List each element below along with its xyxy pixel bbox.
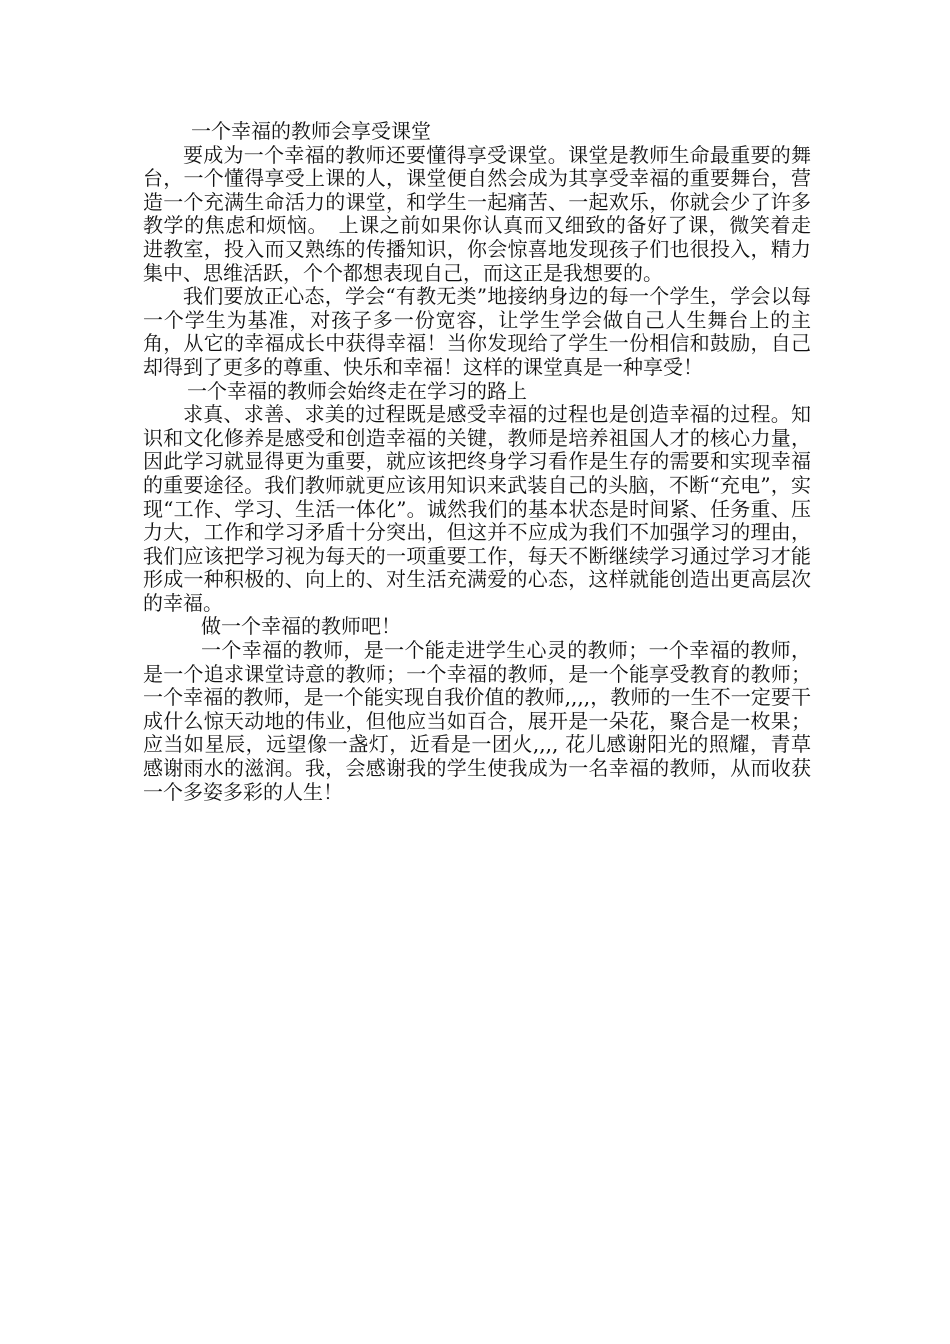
section-heading-be-happy-teacher: 做一个幸福的教师吧！ (201, 614, 401, 639)
section-heading-enjoy-classroom: 一个幸福的教师会享受课堂 (191, 119, 431, 143)
paragraph-lifelong-learning: 求真、求善、求美的过程既是感受幸福的过程也是创造幸福的过程。知识和文化修养是感受和创造幸福的关键，教师是培养祖国人才的核心力量，因此学习就显得更为重要，就应该把终身学习看作是生存的需要和实现幸福的重要途径。我们教师就更应该用知识来武装自己的头脑，不断“充电”，实现“工作、学习、生活一体化”。诚然我们的基本状态是时间紧、任务重、压力大，工作和学习矛盾十分突出，但这并不应成为我们不加强学习的理由，我们应该把学习视为每天的一项重要工作，每天不断继续学习通过学习才能形成一种积极的、向上的、对生活充满爱的心态，这样就能创造出更高层次的幸福。 (143, 402, 811, 615)
section-heading-lifelong-learning: 一个幸福的教师会始终走在学习的路上 (187, 378, 527, 403)
paragraph-right-mindset: 我们要放正心态，学会“有教无类”地接纳身边的每一个学生，学会以每一个学生为基准，对孩子多一份宽容，让学生学会做自己人生舞台上的主角，从它的幸福成长中获得幸福！当你发现给了学生一份相信和鼓励，自己却得到了更多的尊重、快乐和幸福！这样的课堂真是一种享受！ (143, 284, 811, 379)
paragraph-happy-teacher: 一个幸福的教师，是一个能走进学生心灵的教师；一个幸福的教师，是一个追求课堂诗意的教师；一个幸福的教师，是一个能享受教育的教师；一个幸福的教师，是一个能实现自我价值的教师,,,,，教师的一生不一定要干成什么惊天动地的伟业，但他应当如百合，展开是一朵花，聚合是一枚果；应当如星辰，远望像一盏灯，近看是一团火,,,, 花儿感谢阳光的照耀，青草感谢雨水的滋润。我，会感谢我的学生使我成为一名幸福的教师，从而收获一个多姿多彩的人生！ (143, 638, 811, 804)
paragraph-enjoy-classroom: 要成为一个幸福的教师还要懂得享受课堂。课堂是教师生命最重要的舞台，一个懂得享受上课的人，课堂便自然会成为其享受幸福的重要舞台，营造一个充满生命活力的课堂，和学生一起痛苦、一起欢乐，你就会少了许多教学的焦虑和烦恼。 上课之前如果你认真而又细致的备好了课，微笑着走进教室，投入而又熟练的传播知识，你会惊喜地发现孩子们也很投入，精力集中、思维活跃，个个都想表现自己，而这正是我想要的。 (143, 142, 811, 285)
document-body (143, 120, 811, 804)
